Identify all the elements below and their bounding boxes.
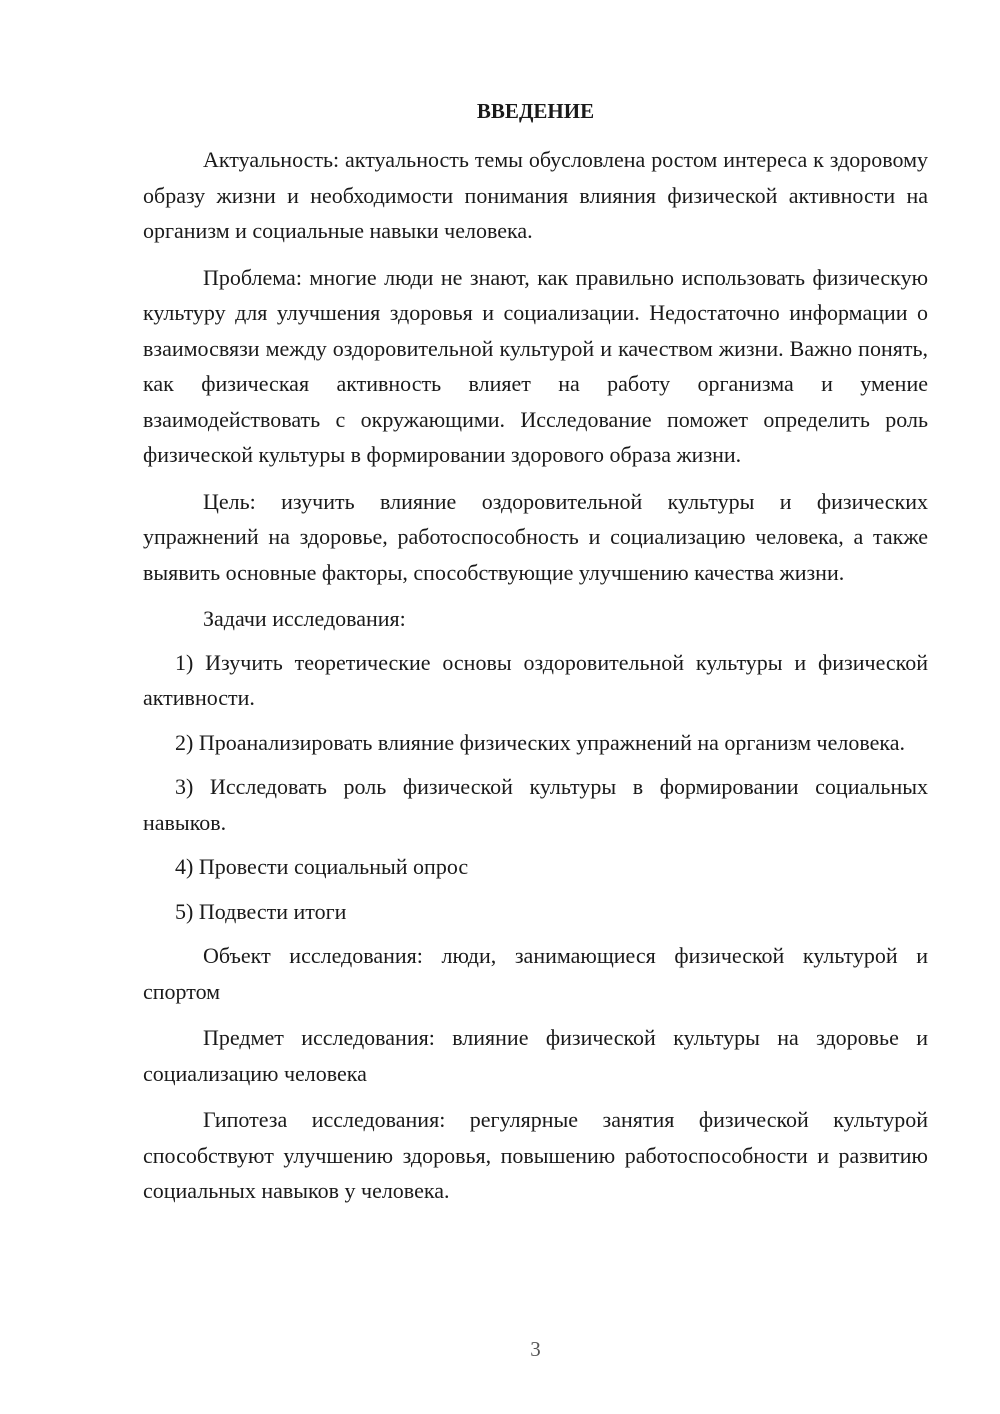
- page-number-text: 3: [530, 1337, 541, 1361]
- task-item-1: 1) Изучить теоретические основы оздоровительной культуры и физической активности.: [143, 649, 928, 710]
- document-body: [143, 142, 928, 1220]
- task-item-5: 5) Подвести итоги: [175, 898, 347, 924]
- task-item-3: 3) Исследовать роль физической культуры в формировании социальных навыков.: [143, 774, 928, 835]
- page-number: [143, 1334, 928, 1364]
- tasks-heading: Задачи исследования:: [203, 606, 406, 631]
- paragraph-object: Объект исследования: люди, занимающиеся физической культурой и спортом: [143, 943, 928, 1004]
- document-page: [143, 0, 928, 1414]
- page-title: ВВЕДЕНИЕ: [476, 99, 595, 123]
- task-item-4: 4) Провести социальный опрос: [175, 854, 469, 879]
- paragraph-subject: Предмет исследования: влияние физической культуры на здоровье и социализацию человека: [143, 1025, 928, 1086]
- paragraph-problem: Проблема: многие люди не знают, как правильно использовать физическую культуру для улучшения здоровья и социализации. Недостаточно информации о взаимосвязи между оздоровительной культурой и качеством жизни. Важно понять, как физическая активность влияет на работу организма и умение взаимодействовать с окружающими. Исследование поможет определить роль физической культуры в формировании здорового образа жизни.: [143, 264, 928, 467]
- task-item-2: 2) Проанализировать влияние физических упражнений на организм человека.: [175, 729, 905, 755]
- paragraph-goal: Цель: изучить влияние оздоровительной культуры и физических упражнений на здоровье, работоспособность и социализацию человека, а также выявить основные факторы, способствующие улучшению качества жизни.: [143, 488, 928, 585]
- paragraph-hypothesis: Гипотеза исследования: регулярные занятия физической культурой способствуют улучшению здоровья, повышению работоспособности и развитию социальных навыков у человека.: [143, 1107, 928, 1203]
- paragraph-relevance: Актуальность: актуальность темы обусловлена ростом интереса к здоровому образу жизни и необходимости понимания влияния физической активности на организм и социальные навыки человека.: [143, 147, 928, 243]
